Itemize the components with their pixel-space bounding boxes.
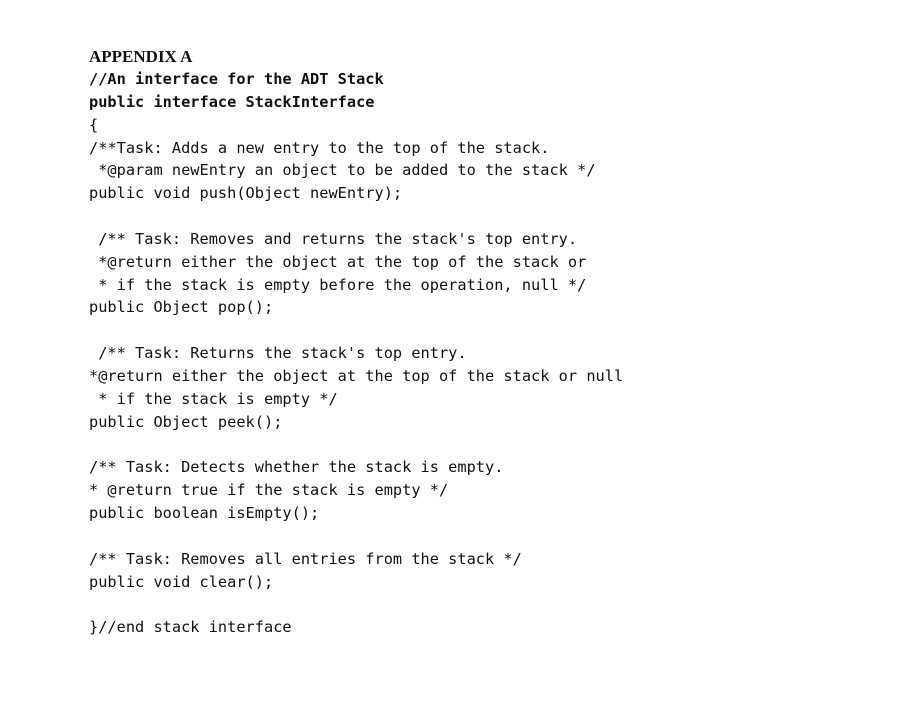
code-line: *@return either the object at the top of the stack or [89, 252, 587, 271]
code-line: * @return true if the stack is empty */ [89, 481, 449, 500]
appendix-heading: APPENDIX A [89, 47, 193, 66]
code-line [89, 434, 623, 457]
code-line: public boolean isEmpty(); [89, 504, 320, 523]
code-line: public Object peek(); [89, 412, 283, 431]
code-line: * if the stack is empty before the operation, null */ [89, 275, 587, 294]
code-line [89, 593, 623, 616]
code-line: /**Task: Adds a new entry to the top of the stack. [89, 138, 550, 157]
code-line: /** Task: Removes all entries from the stack */ [89, 549, 522, 568]
code-line [89, 205, 623, 228]
code-line: //An interface for the ADT Stack [89, 70, 384, 88]
code-line: { [89, 115, 99, 134]
code-line: * if the stack is empty */ [89, 389, 338, 408]
code-line: public Object pop(); [89, 298, 274, 317]
code-line [89, 319, 623, 342]
code-line: /** Task: Removes and returns the stack's top entry. [89, 229, 578, 248]
code-line: public void push(Object newEntry); [89, 184, 403, 203]
code-line: /** Task: Returns the stack's top entry. [89, 344, 467, 363]
code-listing [89, 68, 623, 639]
code-line: *@param newEntry an object to be added to the stack */ [89, 161, 596, 180]
code-line: *@return either the object at the top of the stack or null [89, 366, 624, 385]
code-line: public void clear(); [89, 572, 274, 591]
code-line: public interface StackInterface [89, 92, 375, 111]
code-line: /** Task: Detects whether the stack is empty. [89, 458, 504, 477]
code-line: }//end stack interface [89, 618, 292, 637]
code-line [89, 525, 623, 548]
